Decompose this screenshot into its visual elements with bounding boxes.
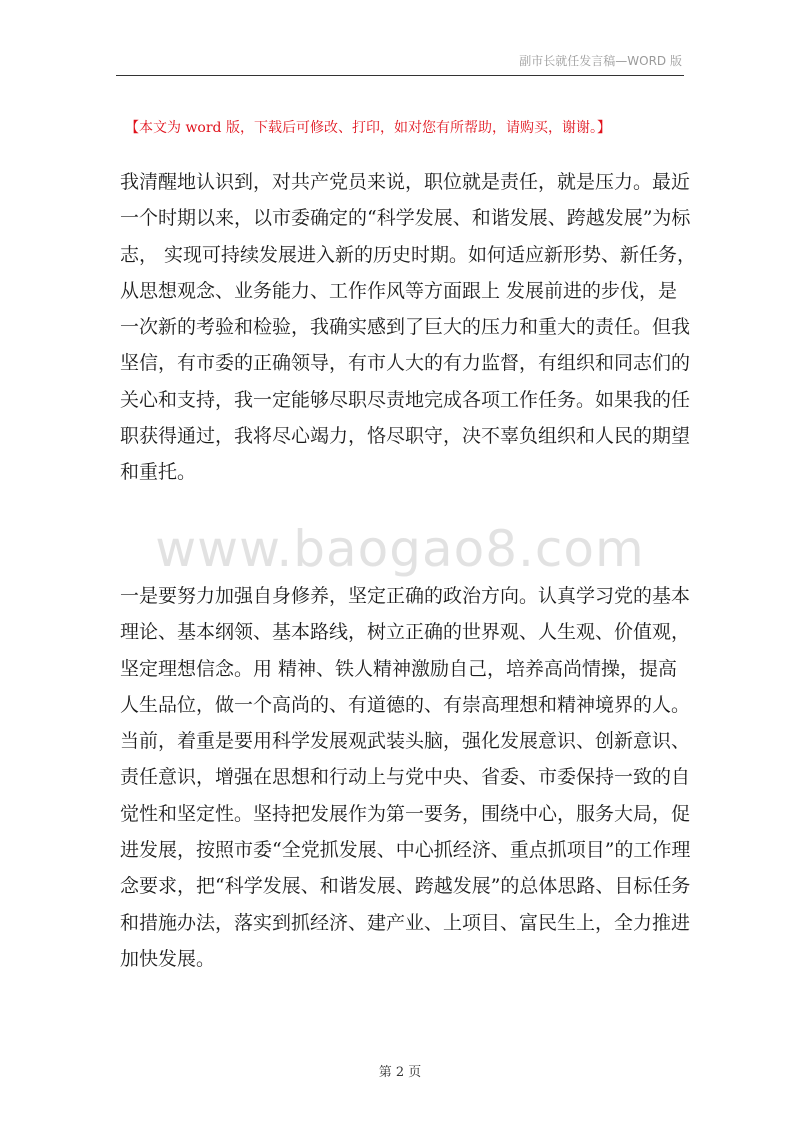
header-divider: [116, 75, 684, 76]
paragraph-line: 当前，着重是要用科学发展观武装头脑，强化发展意识、创新意识、: [120, 730, 691, 753]
paragraph-2: [120, 578, 691, 977]
paragraph-line: 一个时期以来，以市委确定的“科学发展、和谐发展、跨越发展”为标: [120, 207, 691, 230]
paragraph-line: 一次新的考验和检验，我确实感到了巨大的压力和重大的责任。但我: [120, 316, 691, 339]
paragraph-line: 念要求，把“科学发展、和谐发展、跨越发展”的总体思路、目标任务: [120, 875, 691, 898]
paragraph-line: 从思想观念、业务能力、工作作风等方面跟上 发展前进的步伐，是: [120, 279, 678, 302]
paragraph-line: 和重托。: [120, 461, 197, 484]
paragraph-line: 志， 实现可持续发展进入新的历史时期。如何适应新形势、新任务，: [120, 243, 697, 266]
page-number: 第 2 页: [378, 1065, 422, 1080]
paragraph-line: 加快发展。: [120, 947, 216, 970]
paragraph-line: 坚信，有市委的正确领导，有市人大的有力监督，有组织和同志们的: [120, 352, 691, 375]
paragraph-line: 责任意识，增强在思想和行动上与党中央、省委、市委保持一致的自: [120, 766, 691, 789]
paragraph-line: 和措施办法，落实到抓经济、建产业、上项目、富民生上，全力推进: [120, 911, 691, 934]
paragraph-1: [120, 164, 697, 491]
paragraph-line: 一是要努力加强自身修养，坚定正确的政治方向。认真学习党的基本: [120, 585, 691, 607]
paragraph-line: 进发展，按照市委“全党抓发展、中心抓经济、重点抓项目”的工作理: [120, 839, 691, 862]
paragraph-line: 觉性和坚定性。坚持把发展作为第一要务，围绕中心，服务大局，促: [120, 802, 691, 825]
paragraph-line: 坚定理想信念。用 精神、铁人精神激励自己，培养高尚情操，提高: [120, 657, 678, 680]
paragraph-line: 人生品位，做一个高尚的、有道德的、有崇高理想和精神境界的人。: [120, 693, 691, 716]
paragraph-line: 职获得通过，我将尽心竭力，恪尽职守，决不辜负组织和人民的期望: [120, 425, 691, 448]
purchase-notice: 【本文为 word 版，下载后可修改、打印，如对您有所帮助，请购买，谢谢。】: [125, 120, 611, 136]
paragraph-line: 理论、基本纲领、基本路线，树立正确的世界观、人生观、价值观，: [120, 621, 691, 644]
paragraph-line: 关心和支持，我一定能够尽职尽责地完成各项工作任务。如果我的任: [120, 388, 691, 411]
header-title: 副市长就任发言稿—WORD 版: [519, 54, 682, 68]
watermark: www.baogao8.com: [155, 520, 645, 578]
paragraph-line: 我清醒地认识到，对共产党员来说，职位就是责任，就是压力。最近: [120, 171, 691, 193]
